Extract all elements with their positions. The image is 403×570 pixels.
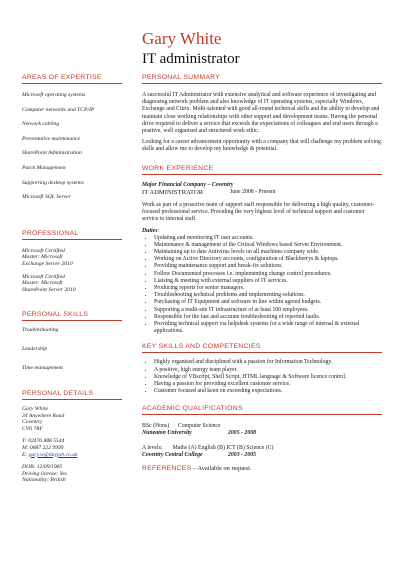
duty-item: • Working on Active Directory accounts, configuration of Blackberrys & laptops. xyxy=(154,256,382,263)
duty-item: • Troubleshooting technical problems and implementing solutions. xyxy=(154,292,382,299)
duty-item: • Supporting a multi-site IT infrastructure of at least 100 employees. xyxy=(154,307,382,314)
certification-line: Microsoft Certified xyxy=(22,247,65,254)
address-line: Coventry xyxy=(22,419,43,426)
phone-t: T: 02476 888 5544 xyxy=(22,438,65,445)
duty-item: • Producing reports for senior managers. xyxy=(154,285,382,292)
key-skills-heading: KEY SKILLS AND COMPETENCIES xyxy=(142,342,382,353)
references-text: – Available on request. xyxy=(191,464,252,472)
qualification-school-row xyxy=(142,430,382,437)
certification-line: SharePoint Server 2010 xyxy=(22,286,76,293)
personal-info-line: Nationality: British xyxy=(22,477,66,484)
certification-line: Exchange Server 2010 xyxy=(22,260,73,267)
role-dates: June 2008 - Present xyxy=(230,188,276,195)
cv-job-title: IT administrator xyxy=(142,51,240,67)
expertise-item: Microsoft operating systems xyxy=(22,92,86,98)
skill-item: • Customer focused and keen on exceeding expectations. xyxy=(154,388,382,395)
expertise-item: Network cabling xyxy=(22,121,60,128)
certification-line: Master: Microsoft xyxy=(22,254,63,261)
sidebar xyxy=(22,66,122,484)
main-content xyxy=(142,66,382,473)
role-row xyxy=(142,189,382,196)
certification xyxy=(22,274,122,294)
skill-item: • Highly organised and disciplined with a passion for Information Technology. xyxy=(154,359,382,366)
email-line xyxy=(22,452,122,459)
key-skills-list xyxy=(142,359,382,395)
qualification-dates: 2005 - 2008 xyxy=(228,429,257,436)
references-heading: REFERENCES xyxy=(142,464,192,472)
work-experience-heading: WORK EXPERIENCE xyxy=(142,164,382,175)
phone-m: M: 0887 222 9999 xyxy=(22,445,64,452)
address-line: Gary White xyxy=(22,406,48,413)
cv-name: Gary White xyxy=(142,29,222,48)
summary-heading: PERSONAL SUMMARY xyxy=(142,73,382,84)
duties-list xyxy=(142,235,382,336)
references-line xyxy=(142,465,382,473)
qualification-dates: 2003 - 2005 xyxy=(228,451,257,458)
qualification-school: Nuneaton University xyxy=(142,429,192,436)
duty-item: • Providing technical support via helpdesk systems for a wide range of internal & external applications. xyxy=(154,321,382,335)
skill-item: • A positive, high energy team player. xyxy=(154,367,382,374)
role: IT ADMINISTRATOR xyxy=(142,188,204,196)
qualifications-heading: ACADEMIC QUALIFICATIONS xyxy=(142,404,382,415)
duty-item: • Follow Documented processes i.e. implementing change control procedures. xyxy=(154,271,382,278)
summary-paragraph: A successful IT Administrator with extensive analytical and software experience of investigating and diagnosing network problem and also knowledge of IT operating systems, especially Windows, Exchange and Citrix. Multi-talented with good all-round technical skills and the ability to develop and maintain close working relationships with other support and development teams. Having the personal drive required to deliver a service that exceeds the expectations of colleagues and end users through a positive, well organised and structured work ethic. xyxy=(142,92,380,135)
skill-item: Leadership xyxy=(22,345,48,352)
expertise-item: Computer networks and TCP/IP xyxy=(22,106,95,113)
duty-item: • Liaising & meeting with external suppliers of IT services. xyxy=(154,278,382,285)
expertise-heading: AREAS OF EXPERTISE xyxy=(22,73,122,84)
qualification-line: A levels: Maths (A) English (B) ICT (B) Science (C) xyxy=(142,444,274,451)
skill-item: • Knowledge of VBscript, Shell Script, HTML language & Software licence control. xyxy=(154,374,382,381)
expertise-item: Microsoft SQL Server xyxy=(22,194,71,201)
duty-item: • Updating and monitoring IT user accounts. xyxy=(154,235,382,242)
email-link[interactable]: gary.w@dayjob.co.uk xyxy=(28,451,78,458)
certification-line: Microsoft Certified xyxy=(22,273,65,280)
skill-item: Time management xyxy=(22,364,63,371)
duty-item: • Maintenance & management of the Critical Windows based Server Environment. xyxy=(154,242,382,249)
skill-item: Troubleshooting xyxy=(22,327,59,334)
address-line: 34 Anywhere Road xyxy=(22,412,65,419)
address-line: CV6 7RF xyxy=(22,425,43,432)
personal-details-heading: PERSONAL DETAILS xyxy=(22,389,122,400)
work-paragraph: Work as part of a proactive team of support staff responsible for delivering a high quality, customer-focused professional service. Providing the very highest level of technical support and customer service to internal staff. xyxy=(142,202,375,223)
expertise-item: Patch Management xyxy=(22,164,66,171)
qualification-line: BSc (Hons) Computer Science xyxy=(142,422,221,429)
personal-info-line: Driving license: Yes xyxy=(22,470,67,477)
duties-label: Duties: xyxy=(142,227,160,234)
duty-item: • Maintaining up to date Antivirus levels on all machines company wide. xyxy=(154,249,382,256)
professional-heading: PROFESSIONAL xyxy=(22,229,122,240)
certification-line: Master: Microsoft xyxy=(22,280,63,287)
personal-info-line: DOB: 12/09/1985 xyxy=(22,464,63,471)
email-label: E: xyxy=(22,451,29,458)
certification xyxy=(22,248,122,268)
personal-skills-heading: PERSONAL SKILLS xyxy=(22,310,122,321)
expertise-item: Supporting desktop systems xyxy=(22,179,84,186)
employer: Major Financial Company – Coventry xyxy=(142,181,234,188)
duty-item: • Responsible for the fast and accurate troubleshooting of reported faults. xyxy=(154,314,382,321)
duty-item: • Providing maintenance support and break-fix solutions. xyxy=(154,263,382,270)
summary-paragraph: Looking for a career advancement opportunity with a company that will challenge my problem solving skills and allow me to develop my knowledge & potential. xyxy=(142,139,381,153)
expertise-item: SharePoint Administration xyxy=(22,150,82,157)
qualification-school-row xyxy=(142,452,382,459)
qualification-school: Coventry Central College xyxy=(142,451,203,458)
duty-item: • Purchasing of IT Equipment and software in line within agreed budgets. xyxy=(154,299,382,306)
expertise-item: Preventative maintenance xyxy=(22,135,81,142)
skill-item: • Having a passion for providing excellent customer service. xyxy=(154,381,382,388)
